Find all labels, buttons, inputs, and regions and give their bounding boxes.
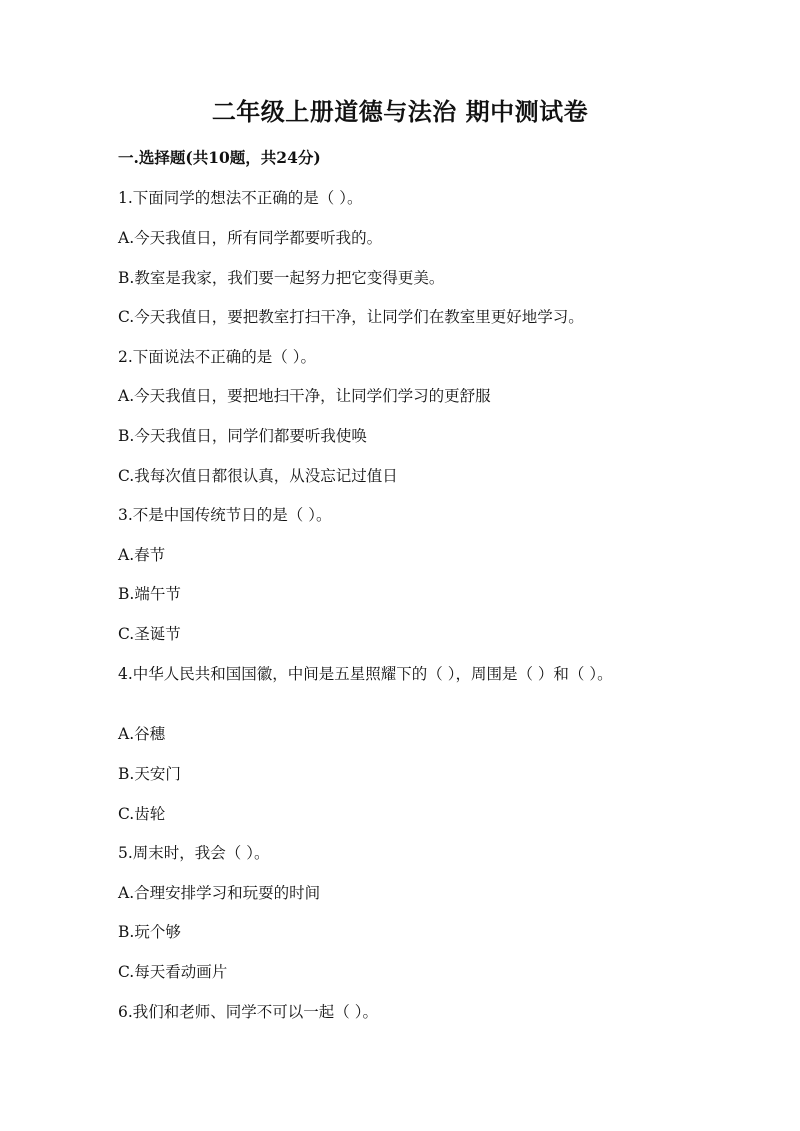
question-1-option-c: C.今天我值日，要把教室打扫干净，让同学们在教室里更好地学习。 <box>118 308 584 326</box>
question-4-option-b: B.天安门 <box>118 765 181 783</box>
question-1-option-b: B.教室是我家，我们要一起努力把它变得更美。 <box>118 269 445 287</box>
question-4-stem: 4.中华人民共和国国徽，中间是五星照耀下的（ ），周围是（ ）和（ ）。 <box>118 665 613 683</box>
question-3-option-b: B.端午节 <box>118 585 181 603</box>
exam-title: 二年级上册道德与法治 期中测试卷 <box>211 97 589 126</box>
question-4-option-c: C.齿轮 <box>118 805 166 823</box>
question-1-stem: 1.下面同学的想法不正确的是（ ）。 <box>118 189 363 207</box>
question-3-option-c: C.圣诞节 <box>118 625 181 643</box>
question-4-option-a: A.谷穗 <box>118 725 166 743</box>
question-2-stem: 2.下面说法不正确的是（ ）。 <box>118 348 316 366</box>
question-5-stem: 5.周末时，我会（ ）。 <box>118 844 270 862</box>
question-5-option-a: A.合理安排学习和玩耍的时间 <box>118 884 321 902</box>
question-2-option-b: B.今天我值日，同学们都要听我使唤 <box>118 427 367 445</box>
question-1-option-a: A.今天我值日，所有同学都要听我的。 <box>118 229 383 247</box>
question-3-stem: 3.不是中国传统节日的是（ ）。 <box>118 506 332 524</box>
question-3-option-a: A.春节 <box>118 546 166 564</box>
question-5-option-c: C.每天看动画片 <box>118 963 228 981</box>
question-5-option-b: B.玩个够 <box>118 923 181 941</box>
question-6-stem: 6.我们和老师、同学不可以一起（ ）。 <box>118 1003 378 1021</box>
section-heading: 一.选择题(共10题，共24分) <box>118 148 321 167</box>
question-2-option-a: A.今天我值日，要把地扫干净，让同学们学习的更舒服 <box>118 387 491 405</box>
question-2-option-c: C.我每次值日都很认真，从没忘记过值日 <box>118 467 398 485</box>
